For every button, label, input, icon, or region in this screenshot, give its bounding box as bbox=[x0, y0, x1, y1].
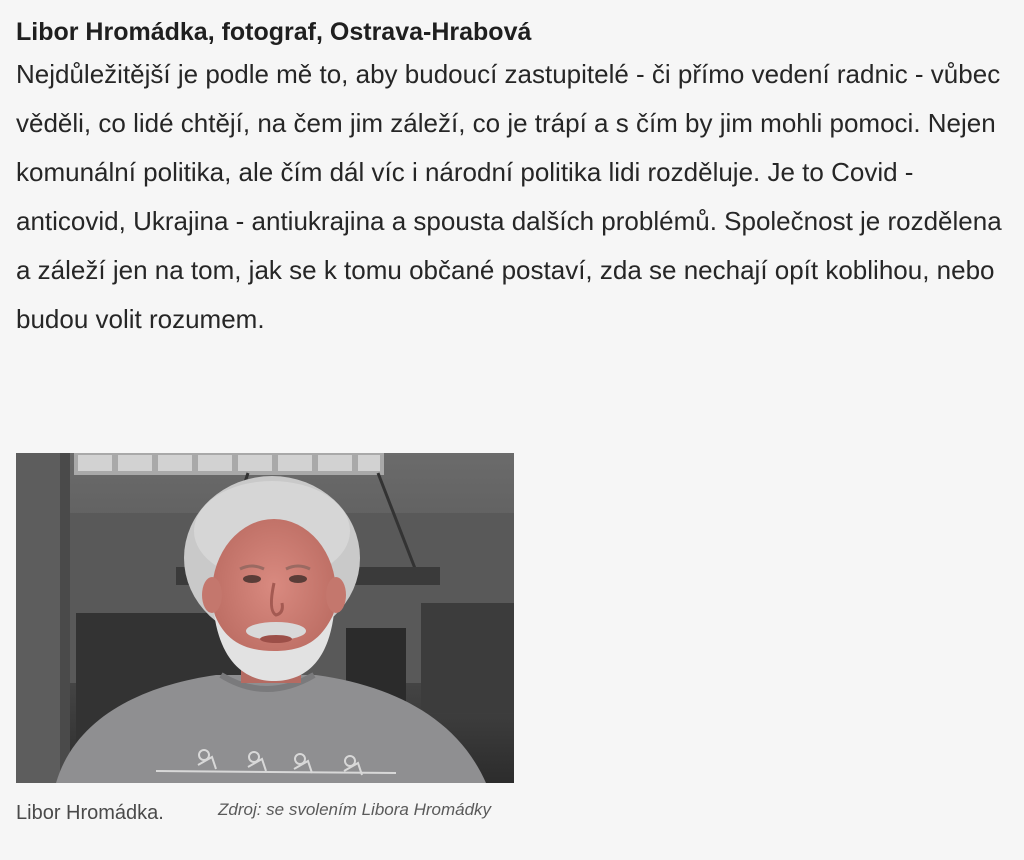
article-heading: Libor Hromádka, fotograf, Ostrava-Hrabová bbox=[16, 18, 532, 46]
figure bbox=[16, 453, 514, 783]
article-quote: Nejdůležitější je podle mě to, aby budoucí zastupitelé - či přímo vedení radnic - vůbec věděli, co lidé chtějí, na čem jim záleží, co je trápí a s čím by jim mohli pomoci. Nejen komunální politika, ale čím dál víc i národní politika lidi rozděluje. Je to Covid - anticovid, Ukrajina - antiukrajina a spousta dalších problémů. Společnost je rozdělena a záleží jen na tom, jak se k tomu občané postaví, zda se nechají opít koblihou, nebo budou volit rozumem. bbox=[16, 59, 1002, 334]
article bbox=[16, 14, 1008, 344]
portrait-photo[interactable] bbox=[16, 453, 514, 783]
figure-credit: Zdroj: se svolením Libora Hromádky bbox=[218, 800, 492, 819]
figure-caption-row bbox=[16, 800, 716, 830]
figure-caption: Libor Hromádka. bbox=[16, 802, 164, 824]
